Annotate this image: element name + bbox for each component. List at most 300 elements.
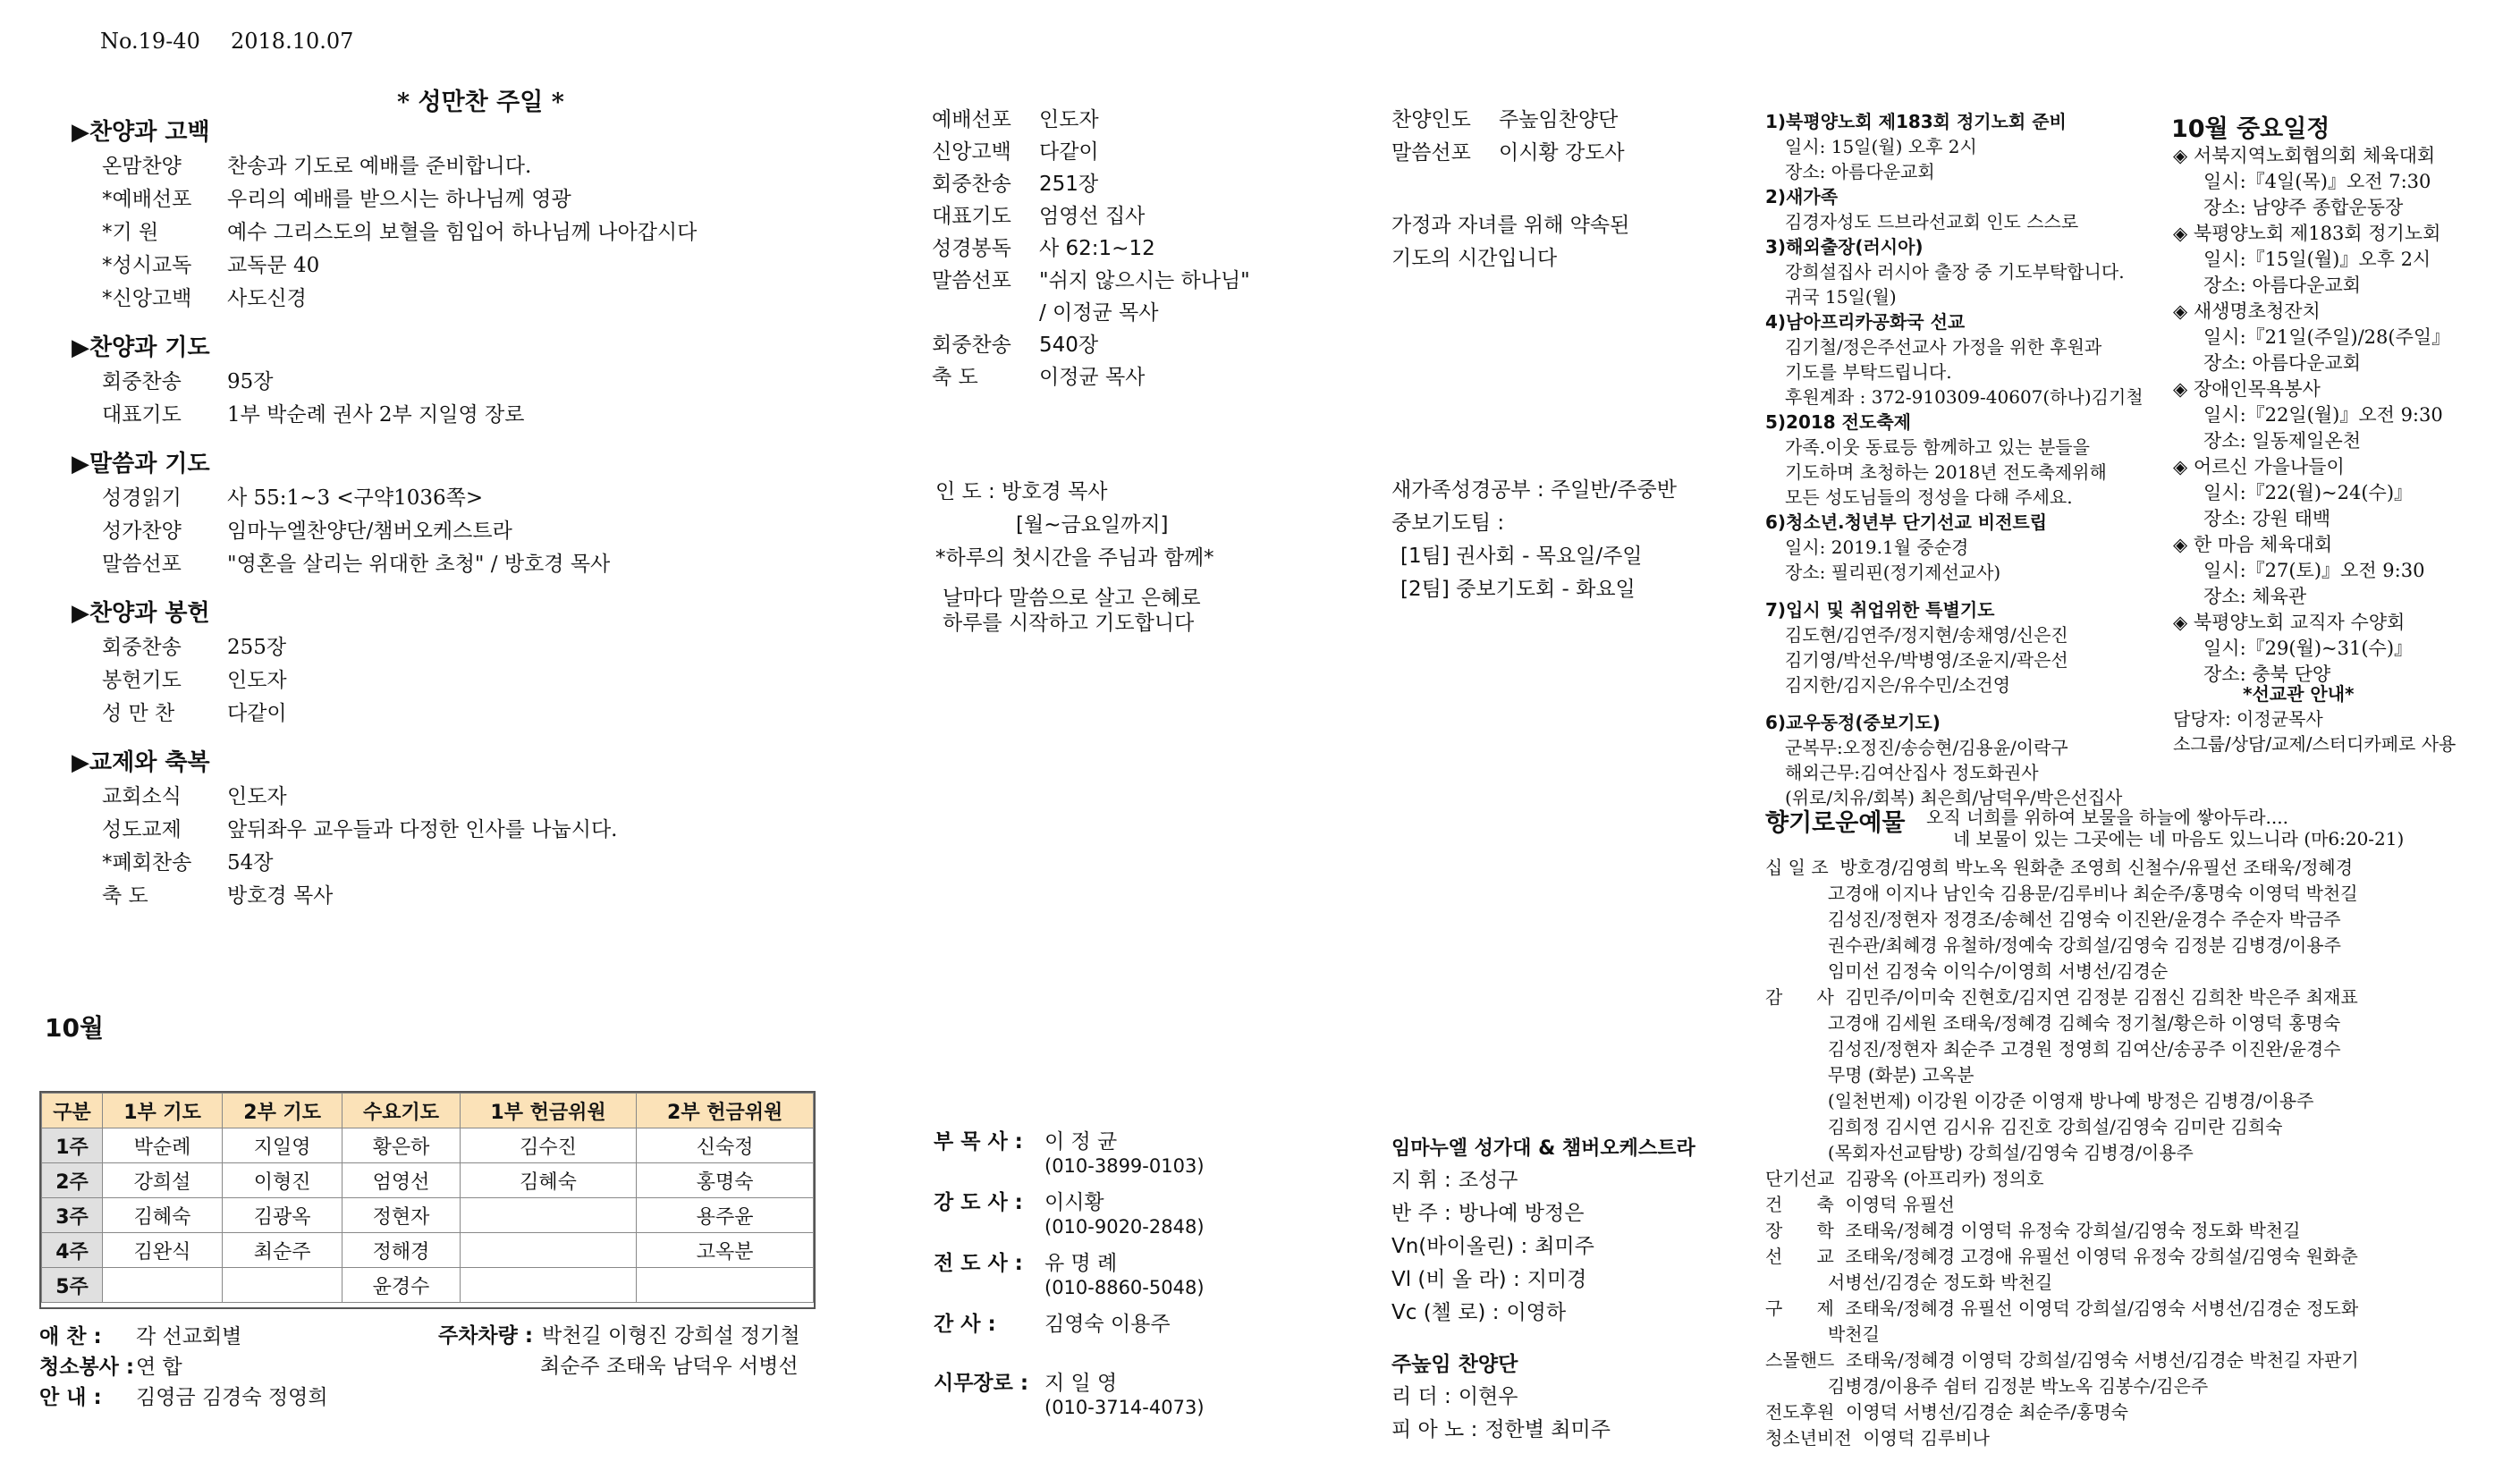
event-detail: 일시:『27(토)』오전 9:30: [2203, 560, 2425, 581]
item-value: 다같이: [227, 702, 287, 725]
item-value: 사 55:1~3 <구약1036쪽>: [227, 486, 484, 510]
offering-list: [1765, 855, 2359, 1451]
event-title: ◈ 장애인목욕봉사: [2173, 378, 2321, 400]
staff-entry: [934, 1189, 1205, 1238]
schedule-event: [2173, 299, 2450, 376]
news-line: 기도를 부탁드립니다.: [1785, 361, 1952, 383]
news-item: [1765, 109, 2186, 184]
item-value: 255장: [227, 636, 287, 659]
staff-line: [934, 1128, 1205, 1155]
member-role: 반 주 :: [1391, 1202, 1451, 1225]
worship-item: [102, 664, 697, 697]
news-line: 김지한/김지은/유수민/소건영: [1785, 674, 2011, 696]
table-header: 1부 기도: [103, 1094, 223, 1128]
item-label: 성경봉독: [932, 237, 1011, 260]
staff-entry: [934, 1250, 1205, 1298]
item-value: 1부 박순례 권사 2부 지일영 장로: [227, 403, 525, 427]
news-title: 1)북평양노회 제183회 정기노회 준비: [1765, 111, 2067, 132]
schedule-title: 10월 중요일정: [2171, 115, 2330, 143]
service-item: [932, 168, 1250, 200]
staff-name: 지 일 영: [1044, 1372, 1118, 1395]
family-service: [1391, 104, 1625, 170]
worship-sections: [72, 114, 697, 927]
item-value: "쉬지 않으시는 하나님": [1039, 269, 1250, 292]
assignment-label: 안 내 :: [39, 1386, 102, 1409]
staff-line: [934, 1370, 1205, 1397]
assignment-value: 연 합: [136, 1356, 182, 1379]
item-value: 인도자: [227, 669, 287, 692]
member-row: [1391, 1164, 1594, 1197]
offering-line: 권수관/최혜경 유철하/정예숙 강희설/김영숙 김정분 김병경/이용주: [1765, 934, 2341, 956]
offering-line: 김성진/정현자 최순주 고경원 정영희 김여산/송공주 이진완/윤경수: [1765, 1038, 2341, 1060]
item-label: 찬양인도: [1391, 108, 1471, 131]
news-item: [1765, 597, 2186, 697]
offering-line: 장 학 조태욱/정혜경 이영덕 유정숙 강희설/김영숙 정도화 박천길: [1765, 1220, 2301, 1241]
offering-line: 김희정 김시연 김시유 김진호 강희설/김영숙 김미란 김희숙: [1765, 1116, 2283, 1137]
staff-name: 유 명 례: [1044, 1252, 1118, 1275]
member-role: 지 휘 :: [1391, 1169, 1451, 1192]
table-cell: [223, 1268, 342, 1303]
worship-section: [72, 446, 697, 581]
schedule-event: [2173, 454, 2450, 532]
event-title: ◈ 서북지역노회협의회 체육대회: [2173, 145, 2436, 166]
table-cell: 김혜숙: [460, 1163, 637, 1198]
item-label: *예배선포: [102, 188, 192, 211]
table-header: 2부 기도: [223, 1094, 342, 1128]
event-detail: 장소: 체육관: [2203, 586, 2307, 607]
section-heading: ▶말씀과 기도: [72, 451, 210, 478]
offering-line: 박천길: [1765, 1323, 1880, 1345]
item-label: 성 만 찬: [102, 702, 175, 725]
table-row: [42, 1163, 814, 1198]
item-value: 주높임찬양단: [1499, 108, 1619, 131]
service-item: [932, 361, 1250, 393]
member-role: Vc (첼 로) :: [1391, 1301, 1500, 1324]
table-cell: 4주: [42, 1233, 103, 1268]
news-item: [1765, 710, 2186, 810]
table-cell: 3주: [42, 1198, 103, 1233]
item-label: 축 도: [102, 884, 148, 908]
table-cell: 2주: [42, 1163, 103, 1198]
item-label: 말씀선포: [932, 269, 1011, 292]
member-name: 조성구: [1458, 1169, 1518, 1192]
item-value: 예수 그리스도의 보혈을 힘입어 하나님께 나아갑시다: [227, 221, 698, 244]
item-value: 다같이: [1039, 140, 1099, 164]
event-detail: 장소: 충북 단양: [2203, 663, 2331, 685]
church-staff: [934, 1128, 1205, 1431]
worship-item: [102, 697, 697, 731]
item-value: 인도자: [227, 785, 287, 808]
news-line: 해외근무:김여산집사 정도화권사: [1785, 762, 2039, 783]
bible-study-3: [1팀] 권사회 - 목요일/주일: [1400, 545, 1643, 568]
offering-line: 청소년비전 이영덕 김루비나: [1765, 1427, 1990, 1449]
offering-line: 스몰핸드 조태욱/정혜경 이영덕 강희설/김영숙 서병선/김경순 박천길 자판기: [1765, 1349, 2359, 1371]
table-cell: 김완식: [103, 1233, 223, 1268]
event-detail: 장소: 남양주 종합운동장: [2203, 197, 2404, 218]
item-label: 대표기도: [932, 205, 1011, 228]
offering-line: 고경애 이지나 남인숙 김용문/김루비나 최순주/홍명숙 이영덕 박천길: [1765, 883, 2358, 904]
event-detail: 일시:『15일(월)』오후 2시: [2203, 249, 2431, 270]
member-row: [1391, 1263, 1594, 1297]
item-label: *성시교독: [102, 254, 192, 277]
section-heading: ▶찬양과 고백: [72, 119, 210, 146]
item-label: *신앙고백: [102, 287, 192, 310]
item-value: 540장: [1039, 334, 1099, 357]
item-label: 회중찬송: [932, 334, 1011, 357]
table-cell: 신숙정: [637, 1128, 814, 1163]
table-cell: [460, 1233, 637, 1268]
item-label: 회중찬송: [102, 370, 182, 393]
offering-line: 김성진/정현자 정경조/송혜선 김영숙 이진완/윤경수 주순자 박금주: [1765, 909, 2341, 930]
table-header: 수요기도: [342, 1094, 461, 1128]
table-cell: 김혜숙: [103, 1198, 223, 1233]
schedule-event: [2173, 610, 2450, 688]
dawn-motto: *하루의 첫시간을 주님과 함께*: [935, 546, 1214, 570]
staff-phone: (010-9020-2848): [1044, 1216, 1205, 1238]
news-item: [1765, 510, 2186, 585]
event-title: ◈ 북평양노회 제183회 정기노회: [2173, 223, 2441, 244]
member-row: [1391, 1381, 1611, 1414]
schedule-event: [2173, 532, 2450, 610]
staff-name: 이시황: [1044, 1191, 1104, 1214]
table-cell: 최순주: [223, 1233, 342, 1268]
event-title: ◈ 새생명초청잔치: [2173, 300, 2321, 322]
worship-item: [102, 548, 697, 581]
item-value: 251장: [1039, 173, 1099, 196]
staff-name: 이 정 균: [1044, 1130, 1118, 1154]
item-label: 교회소식: [102, 785, 182, 808]
church-news: [1765, 109, 2186, 810]
offering-line: 임미선 김정숙 이익수/이영희 서병선/김경순: [1765, 960, 2169, 982]
member-role: 피 아 노 :: [1391, 1418, 1478, 1441]
news-line: 김기철/정은주선교사 가정을 위한 후원과: [1785, 336, 2102, 358]
schedule-event: [2173, 221, 2450, 299]
table-cell: 황은하: [342, 1128, 461, 1163]
offering-line: 고경애 김세원 조태욱/정혜경 김혜숙 정기철/황은하 이영덕 홍명숙: [1765, 1012, 2341, 1034]
event-detail: 일시:『22일(월)』오전 9:30: [2203, 404, 2443, 426]
member-name: 지미경: [1526, 1268, 1587, 1291]
worship-item: [102, 366, 697, 399]
worship-item: [102, 183, 697, 216]
offering-line: 건 축 이영덕 유필선: [1765, 1194, 1955, 1215]
table-cell: 이형진: [223, 1163, 342, 1198]
news-line: (위로/치유/회복) 최은희/남덕우/박은선집사: [1785, 787, 2123, 808]
item-value: 찬송과 기도로 예배를 준비합니다.: [227, 155, 532, 178]
member-role: Vn(바이올린) :: [1391, 1235, 1528, 1258]
offering-line: 김병경/이용주 쉼터 김정분 박노옥 김봉수/김은주: [1765, 1375, 2209, 1397]
item-value: "영혼을 살리는 위대한 초청" / 방호경 목사: [227, 553, 611, 576]
section-heading: ▶교제와 축복: [72, 749, 210, 776]
member-row: [1391, 1197, 1594, 1230]
issue-date: 2018.10.07: [231, 29, 354, 54]
news-title: 7)입시 및 취업위한 특별기도: [1765, 599, 1995, 621]
news-line: 후원계좌 : 372-910309-40607(하나)김기철: [1785, 386, 2144, 408]
member-name: 이영하: [1506, 1301, 1567, 1324]
family-note-2: 기도의 시간입니다: [1391, 247, 1558, 270]
offering-line: 단기선교 김광옥 (아프리카) 정의호: [1765, 1168, 2044, 1189]
worship-section: [72, 114, 697, 316]
table-row: [42, 1198, 814, 1233]
item-label: 말씀선포: [1391, 141, 1471, 165]
event-detail: 일시:『22(월)~24(수)』: [2203, 482, 2414, 503]
table-header: 2부 헌금위원: [637, 1094, 814, 1128]
service-assignments: [39, 1322, 328, 1413]
service-item: [932, 329, 1250, 361]
offering-line: 무명 (화분) 고옥분: [1765, 1064, 1975, 1086]
event-detail: 장소: 강원 태백: [2203, 508, 2331, 529]
offering-line: 전도후원 이영덕 서병선/김경순 최순주/홍명숙: [1765, 1401, 2128, 1423]
table-header: 구분: [42, 1094, 103, 1128]
staff-phone: (010-3899-0103): [1044, 1155, 1205, 1177]
item-label: *기 원: [102, 221, 159, 244]
news-line: 귀국 15일(월): [1785, 286, 1897, 308]
table-cell: [637, 1268, 814, 1303]
assignment-value: 각 선교회별: [136, 1325, 242, 1348]
news-line: 김기영/박선우/박병영/조윤지/곽은선: [1785, 649, 2068, 671]
table-cell: 홍명숙: [637, 1163, 814, 1198]
item-value: 교독문 40: [227, 254, 320, 277]
member-row: [1391, 1230, 1594, 1263]
dawn-leader: 인 도 : 방호경 목사: [935, 480, 1108, 503]
staff-role: 시무장로 :: [934, 1372, 1029, 1395]
item-label: 말씀선포: [102, 553, 182, 576]
parking-line-2: 최순주 조태욱 남덕우 서병선: [540, 1355, 799, 1378]
news-title: 3)해외출장(러시아): [1765, 236, 1924, 258]
assignment-row: [39, 1322, 328, 1352]
item-value: 우리의 예배를 받으시는 하나님께 영광: [227, 188, 571, 211]
worship-item: [102, 847, 697, 880]
section-heading: ▶찬양과 봉헌: [72, 600, 210, 627]
second-service: [932, 104, 1250, 393]
worship-item: [102, 631, 697, 664]
mission-house-contact: 담당자: 이정균목사: [2173, 708, 2323, 730]
assignment-row: [39, 1352, 328, 1382]
news-item: [1765, 234, 2186, 309]
table-cell: 정해경: [342, 1233, 461, 1268]
item-label: 회중찬송: [932, 173, 1011, 196]
dawn-text-2: 하루를 시작하고 기도합니다: [943, 612, 1195, 635]
staff-line: [934, 1311, 1205, 1338]
item-value: 앞뒤좌우 교우들과 다정한 인사를 나눕시다.: [227, 818, 618, 841]
praise-team-title: 주높임 찬양단: [1391, 1353, 1518, 1376]
item-value: 방호경 목사: [227, 884, 334, 908]
news-title: 2)새가족: [1765, 186, 1839, 207]
assignment-label: 청소봉사 :: [39, 1356, 135, 1379]
item-value: 사도신경: [227, 287, 307, 310]
news-title: 5)2018 전도축제: [1765, 411, 1911, 433]
news-line: 일시: 2019.1월 중순경: [1785, 537, 1969, 558]
news-line: 가족.이웃 동료등 함께하고 있는 분들을: [1785, 436, 2090, 458]
table-cell: 5주: [42, 1268, 103, 1303]
table-row: [42, 1233, 814, 1268]
event-title: ◈ 어르신 가을나들이: [2173, 456, 2345, 478]
bible-study: [1391, 474, 1677, 606]
choir-title: 임마누엘 성가대 & 챔버오케스트라: [1391, 1137, 1696, 1160]
assignment-value: 김영금 김경숙 정영희: [136, 1386, 328, 1409]
item-label: 예배선포: [932, 108, 1011, 131]
item-label: 대표기도: [102, 403, 182, 427]
news-line: 장소: 필리핀(정기제선교사): [1785, 562, 2001, 583]
praise-team-members: [1391, 1381, 1611, 1447]
event-detail: 일시:『4일(목)』오전 7:30: [2203, 171, 2431, 192]
service-item: [1391, 104, 1625, 137]
worship-section: [72, 596, 697, 731]
service-item: [1391, 137, 1625, 170]
staff-entry: [934, 1311, 1205, 1338]
offering-verse-2: 네 보물이 있는 그곳에는 네 마음도 있느니라 (마6:20-21): [1953, 828, 2405, 849]
worship-item: [102, 216, 697, 249]
offering-line: 서병선/김경순 정도화 박천길: [1765, 1272, 2053, 1293]
duty-table: [41, 1093, 814, 1303]
offering-verse-1: 오직 너희를 위하여 보물을 하늘에 쌓아두라....: [1926, 807, 2288, 828]
table-cell: 정현자: [342, 1198, 461, 1233]
item-value: 인도자: [1039, 108, 1099, 131]
service-title: * 성만찬 주일 *: [397, 89, 564, 116]
table-cell: 박순례: [103, 1128, 223, 1163]
staff-phone: (010-8860-5048): [1044, 1277, 1205, 1298]
item-label: 회중찬송: [102, 636, 182, 659]
item-label: 성경읽기: [102, 486, 182, 510]
item-value: 54장: [227, 851, 274, 875]
news-line: 일시: 15일(월) 오후 2시: [1785, 136, 1977, 157]
bible-study-2: 중보기도팀 :: [1391, 511, 1505, 535]
staff-entry: [934, 1370, 1205, 1418]
service-item: [932, 104, 1250, 136]
parking-label: 주차차량 :: [438, 1324, 534, 1348]
staff-line: [934, 1250, 1205, 1277]
bible-study-1: 새가족성경공부 : 주일반/주중반: [1391, 478, 1677, 502]
news-item: [1765, 184, 2186, 234]
item-label: 축 도: [932, 366, 978, 389]
family-note-1: 가정과 자녀를 위해 약속된: [1391, 214, 1630, 237]
table-cell: 김광옥: [223, 1198, 342, 1233]
offering-line: 선 교 조태욱/정혜경 고경애 유필선 이영덕 유정숙 강희설/김영숙 원화춘: [1765, 1246, 2358, 1267]
offering-line: (일천번제) 이강원 이강준 이영재 방나예 방정은 김병경/이용주: [1765, 1090, 2314, 1111]
table-cell: [103, 1268, 223, 1303]
schedule-event: [2173, 376, 2450, 454]
news-line: 군복무:오정진/송승현/김용윤/이락구: [1785, 737, 2068, 758]
news-line: 김경자성도 드브라선교회 인도 스스로: [1785, 211, 2079, 232]
offering-line: 감 사 김민주/이미숙 진현호/김지연 김정분 김점신 김희찬 박은주 최재표: [1765, 986, 2358, 1008]
dawn-text-1: 날마다 말씀으로 살고 은혜로: [943, 587, 1201, 610]
staff-entry: [934, 1128, 1205, 1177]
member-role: Vl (비 올 라) :: [1391, 1268, 1520, 1291]
table-cell: 강희설: [103, 1163, 223, 1198]
news-line: 모든 성도님들의 정성을 다해 주세요.: [1785, 486, 2073, 508]
member-name: 이현우: [1458, 1385, 1518, 1408]
item-label: 온맘찬양: [102, 155, 182, 178]
assignment-label: 애 찬 :: [39, 1325, 102, 1348]
item-value: 이정균 목사: [1039, 366, 1146, 389]
worship-item: [102, 150, 697, 183]
duty-table-frame: [39, 1091, 816, 1309]
worship-item: [102, 283, 697, 316]
item-label: 봉헌기도: [102, 669, 182, 692]
section-heading: ▶찬양과 기도: [72, 334, 210, 361]
choir-members: [1391, 1164, 1594, 1330]
news-title: 6)청소년.청년부 단기선교 비전트립: [1765, 511, 2048, 533]
parking-line-1: 박천길 이형진 강희설 정기철: [542, 1324, 800, 1348]
worship-section: [72, 330, 697, 432]
mission-house-title: *선교관 안내*: [2243, 683, 2355, 705]
table-cell: 용주윤: [637, 1198, 814, 1233]
item-value: 사 62:1~12: [1039, 237, 1155, 260]
worship-item: [102, 399, 697, 432]
table-cell: [460, 1268, 637, 1303]
event-detail: 일시:『21일(주일)/28(주일』: [2203, 326, 2451, 348]
item-value: 이시황 강도사: [1499, 141, 1625, 165]
event-detail: 장소: 아름다운교회: [2203, 352, 2362, 374]
member-row: [1391, 1414, 1611, 1447]
table-row: [42, 1128, 814, 1163]
news-title: 6)교우동정(중보기도): [1765, 712, 1941, 733]
dawn-schedule: [월~금요일까지]: [1016, 513, 1169, 537]
item-label: 성가찬양: [102, 520, 182, 543]
staff-role: 전 도 사 :: [934, 1252, 1023, 1275]
member-name: 방나예 방정은: [1458, 1202, 1585, 1225]
family-prayer-note: [1391, 209, 1629, 275]
offering-line: 구 제 조태욱/정혜경 유필선 이영덕 강희설/김영숙 서병선/김경순 정도화: [1765, 1297, 2359, 1319]
table-cell: 윤경수: [342, 1268, 461, 1303]
news-line: 강희설집사 러시아 출장 중 기도부탁합니다.: [1785, 261, 2125, 283]
staff-role: 부 목 사 :: [934, 1130, 1023, 1154]
table-cell: 고옥분: [637, 1233, 814, 1268]
table-row: [42, 1268, 814, 1303]
table-header: 1부 헌금위원: [460, 1094, 637, 1128]
item-value: 95장: [227, 370, 274, 393]
staff-role: 간 사 :: [934, 1313, 996, 1336]
offering-line: 십 일 조 방호경/김영희 박노옥 원화춘 조영희 신철수/유필선 조태욱/정혜경: [1765, 857, 2354, 878]
event-detail: 일시:『29(월)~31(수)』: [2203, 638, 2414, 659]
service-item: [932, 232, 1250, 265]
item-label: 신앙고백: [932, 140, 1011, 164]
worship-section: [72, 745, 697, 913]
member-name: 정한별 최미주: [1484, 1418, 1611, 1441]
event-detail: 장소: 일동제일온천: [2203, 430, 2362, 452]
service-item: [932, 200, 1250, 232]
item-label: *폐회찬송: [102, 851, 192, 875]
table-cell: 김수진: [460, 1128, 637, 1163]
table-cell: [460, 1198, 637, 1233]
staff-role: 강 도 사 :: [934, 1191, 1023, 1214]
news-line: 김도현/김연주/정지현/송채영/신은진: [1785, 624, 2068, 646]
item-value: 엄영선 집사: [1039, 205, 1146, 228]
event-detail: 장소: 아름다운교회: [2203, 275, 2362, 296]
issue-number: No.19-40: [100, 29, 200, 54]
worship-item: [102, 781, 697, 814]
staff-line: [934, 1189, 1205, 1216]
worship-item: [102, 814, 697, 847]
assignment-row: [39, 1382, 328, 1413]
worship-item: [102, 515, 697, 548]
service-item: [932, 297, 1250, 329]
worship-item: [102, 482, 697, 515]
month-heading: 10월: [45, 1013, 105, 1043]
staff-name: 김영숙 이용주: [1044, 1313, 1171, 1336]
member-name: 최미주: [1535, 1235, 1594, 1258]
offering-line: (목회자선교탐방) 강희설/김영숙 김병경/이용주: [1765, 1142, 2194, 1163]
table-cell: 1주: [42, 1128, 103, 1163]
member-role: 리 더 :: [1391, 1385, 1451, 1408]
news-title: 4)남아프리카공화국 선교: [1765, 311, 1966, 333]
member-row: [1391, 1297, 1594, 1330]
item-value: 임마누엘찬양단/챔버오케스트라: [227, 520, 512, 543]
item-label: 성도교제: [102, 818, 182, 841]
schedule-event: [2173, 143, 2450, 221]
dawn-prayer: [935, 476, 1214, 636]
bible-study-4: [2팀] 중보기도회 - 화요일: [1400, 578, 1636, 601]
offering-title: 향기로운예물: [1765, 809, 1906, 837]
